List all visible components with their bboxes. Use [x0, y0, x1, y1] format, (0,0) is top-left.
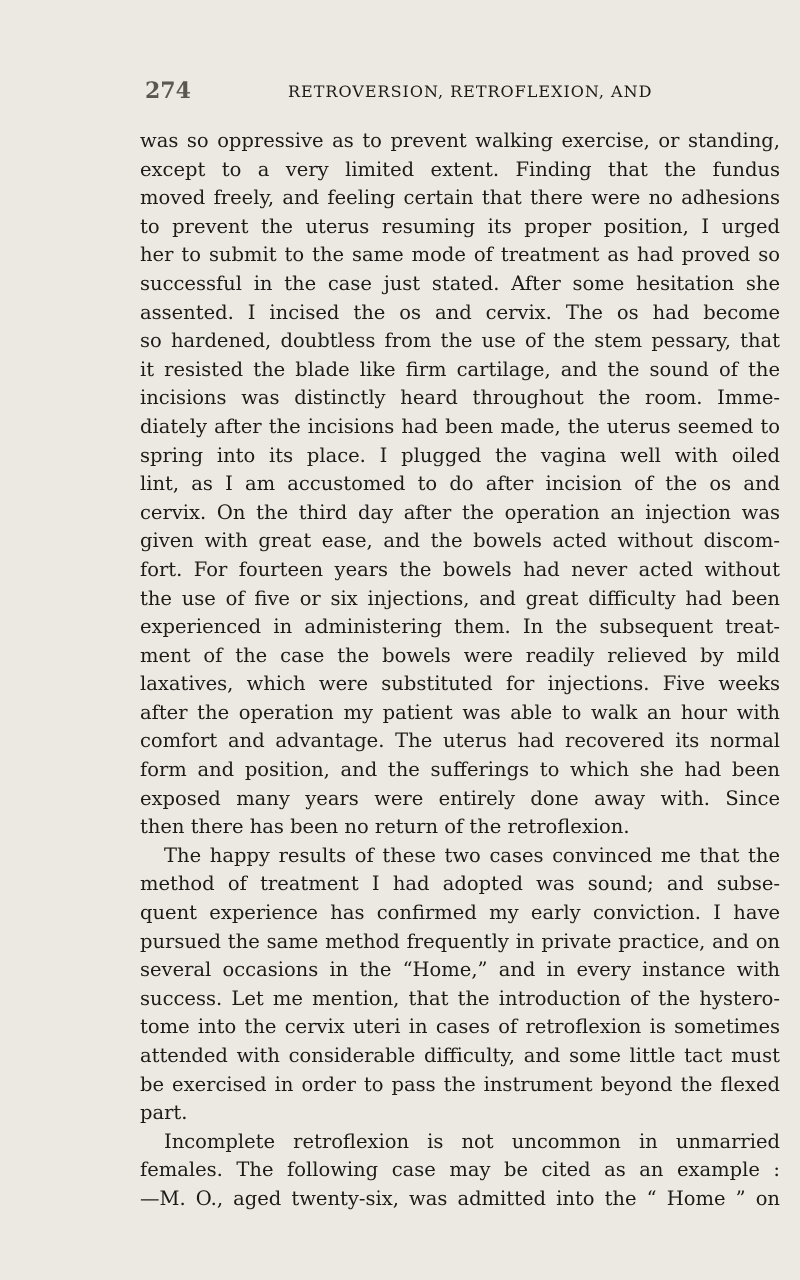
text-line: experienced in administering them. In the subsequent treat-	[140, 615, 780, 639]
text-line: then there has been no return of the retroflexion.	[140, 815, 630, 839]
text-line: it resisted the blade like firm cartilage, and the sound of the	[140, 357, 780, 381]
text-line: successful in the case just stated. After some hesitation she	[140, 271, 780, 295]
text-line: diately after the incisions had been made, the uterus seemed to	[140, 414, 780, 438]
text-line: cervix. On the third day after the operation an injection was	[140, 500, 780, 524]
text-line: form and position, and the sufferings to which she had been	[140, 758, 780, 782]
text-line: part.	[140, 1101, 188, 1125]
text-line: females. The following case may be cited as an example :	[140, 1158, 780, 1182]
text-line: Incomplete retroflexion is not uncommon in unmarried	[164, 1129, 780, 1153]
text-line: pursued the same method frequently in private practice, and on	[140, 929, 780, 953]
text-line: incisions was distinctly heard throughout the room. Imme-	[140, 386, 780, 410]
text-line: ment of the case the bowels were readily relieved by mild	[140, 643, 780, 667]
text-line: after the operation my patient was able to walk an hour with	[140, 700, 780, 724]
text-line: tome into the cervix uteri in cases of retroflexion is sometimes	[140, 1015, 780, 1039]
text-line: moved freely, and feeling certain that there were no adhesions	[140, 186, 780, 210]
text-line: was so oppressive as to prevent walking exercise, or standing,	[140, 129, 780, 152]
text-line: —M. O., aged twenty-six, was admitted into the “ Home ” on	[140, 1186, 780, 1210]
text-line: lint, as I am accustomed to do after incision of the os and	[140, 472, 780, 496]
text-line: her to submit to the same mode of treatment as had proved so	[140, 243, 780, 267]
text-line: exposed many years were entirely done away with. Since	[140, 786, 780, 810]
text-line: comfort and advantage. The uterus had recovered its normal	[140, 729, 780, 753]
text-line: the use of five or six injections, and great difficulty had been	[140, 586, 780, 610]
text-line: except to a very limited extent. Finding that the fundus	[140, 157, 780, 181]
text-line: method of treatment I had adopted was sound; and subse-	[140, 872, 780, 896]
page-header	[145, 78, 765, 108]
page-number: 274	[145, 78, 191, 104]
running-head: RETROVERSION, RETROFLEXION, AND	[288, 82, 653, 101]
text-line: success. Let me mention, that the introduction of the hystero-	[140, 986, 780, 1010]
text-line: quent experience has confirmed my early conviction. I have	[140, 901, 780, 925]
text-line: to prevent the uterus resuming its proper position, I urged	[140, 214, 780, 238]
text-line: laxatives, which were substituted for injections. Five weeks	[140, 672, 780, 696]
text-line: be exercised in order to pass the instrument beyond the flexed	[140, 1072, 780, 1096]
text-line: several occasions in the “Home,” and in every instance with	[140, 958, 780, 982]
text-line: The happy results of these two cases convinced me that the	[164, 843, 780, 867]
body-text	[140, 127, 780, 1214]
text-line: fort. For fourteen years the bowels had never acted without	[140, 557, 780, 581]
text-line: so hardened, doubtless from the use of the stem pessary, that	[140, 329, 780, 353]
text-line: assented. I incised the os and cervix. The os had become	[140, 300, 780, 324]
text-line: attended with considerable difficulty, and some little tact must	[140, 1044, 780, 1067]
text-line: spring into its place. I plugged the vagina well with oiled	[140, 443, 780, 467]
text-line: given with great ease, and the bowels acted without discom-	[140, 529, 780, 553]
